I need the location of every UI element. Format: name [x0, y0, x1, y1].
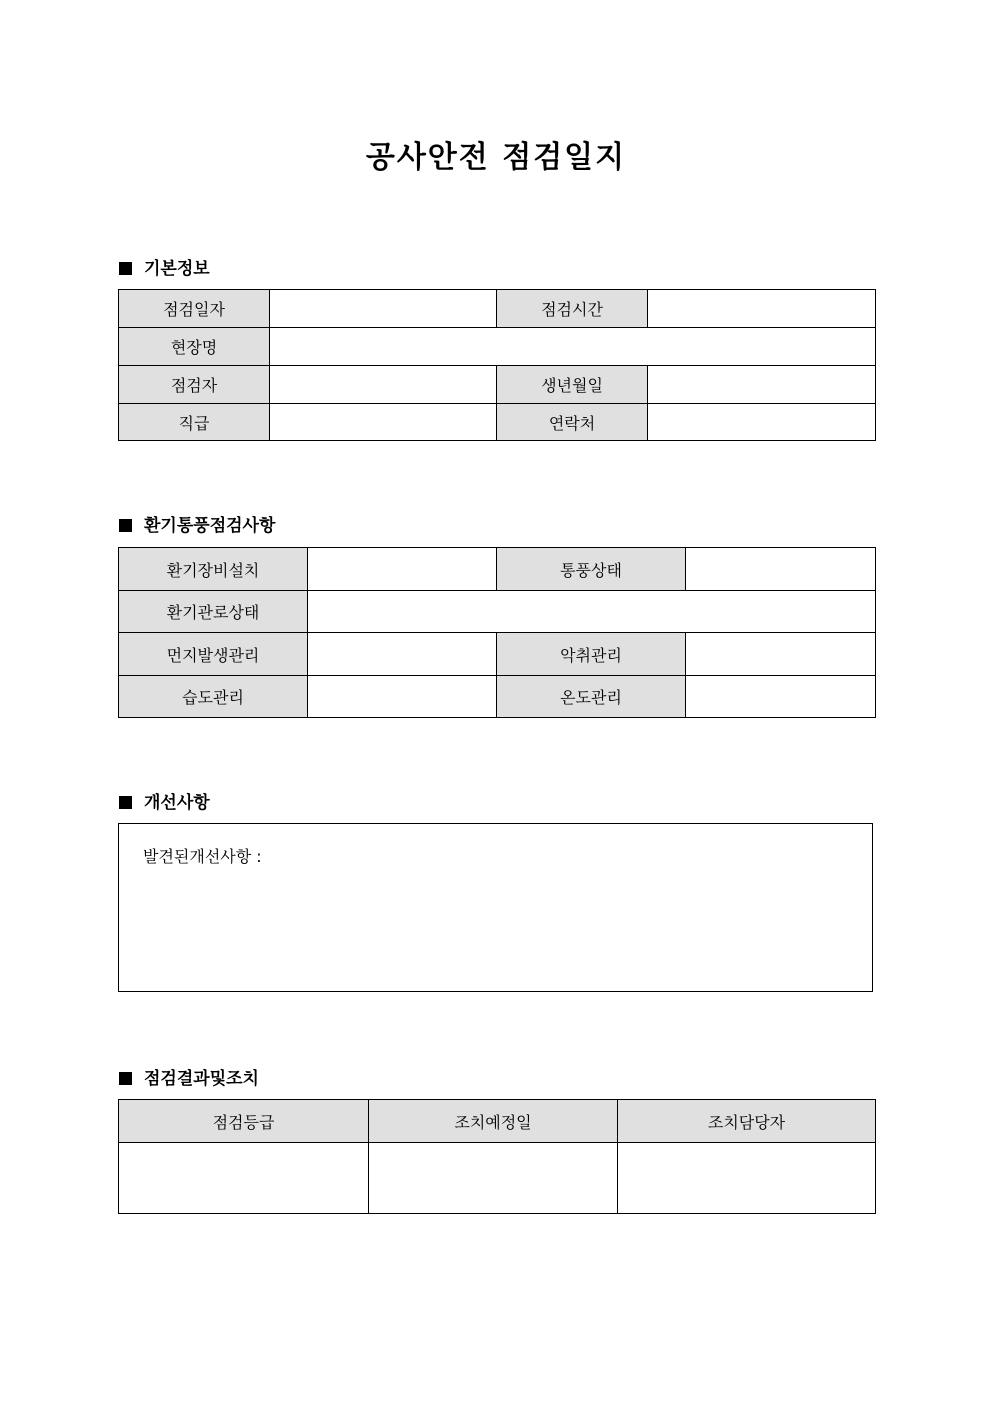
- table-row: [119, 328, 876, 366]
- equipment-label: 환기장비설치: [119, 548, 308, 591]
- result-table: [118, 1099, 876, 1214]
- square-bullet-icon: [119, 519, 132, 532]
- table-row: [119, 591, 876, 633]
- scheduled-date-header: 조치예정일: [369, 1100, 618, 1143]
- odor-label: 악취관리: [497, 633, 686, 676]
- inspection-time-label: 점검시간: [497, 290, 648, 328]
- inspector-field[interactable]: [270, 366, 497, 404]
- section-ventilation-heading: [119, 511, 275, 536]
- equipment-field[interactable]: [308, 548, 497, 591]
- square-bullet-icon: [119, 1072, 132, 1085]
- birth-date-field[interactable]: [648, 366, 876, 404]
- temperature-field[interactable]: [686, 676, 876, 718]
- site-name-label: 현장명: [119, 328, 270, 366]
- table-row: [119, 290, 876, 328]
- inspection-time-field[interactable]: [648, 290, 876, 328]
- dust-field[interactable]: [308, 633, 497, 676]
- section-result-label: 점검결과및조치: [144, 1069, 259, 1089]
- improvement-textarea[interactable]: [118, 823, 873, 992]
- contact-label: 연락처: [497, 404, 648, 441]
- airflow-field[interactable]: [686, 548, 876, 591]
- section-basic-label: 기본정보: [144, 259, 210, 279]
- basic-info-table: [118, 289, 876, 441]
- site-name-field[interactable]: [270, 328, 876, 366]
- inspector-label: 점검자: [119, 366, 270, 404]
- inspection-date-field[interactable]: [270, 290, 497, 328]
- improvement-note-label: 발견된개선사항 :: [143, 847, 262, 866]
- contact-field[interactable]: [648, 404, 876, 441]
- page-title: 공사안전 점검일지: [365, 140, 627, 175]
- table-row: [119, 1143, 876, 1214]
- grade-field[interactable]: [119, 1143, 369, 1214]
- section-result-heading: [119, 1064, 259, 1089]
- odor-field[interactable]: [686, 633, 876, 676]
- duct-label: 환기관로상태: [119, 591, 308, 633]
- inspection-date-label: 점검일자: [119, 290, 270, 328]
- section-basic-heading: [119, 254, 210, 279]
- position-field[interactable]: [270, 404, 497, 441]
- ventilation-table: [118, 547, 876, 718]
- duct-field[interactable]: [308, 591, 876, 633]
- section-improvement-heading: [119, 788, 210, 813]
- airflow-label: 통풍상태: [497, 548, 686, 591]
- square-bullet-icon: [119, 262, 132, 275]
- table-row: [119, 1100, 876, 1143]
- square-bullet-icon: [119, 796, 132, 809]
- table-row: [119, 633, 876, 676]
- temperature-label: 온도관리: [497, 676, 686, 718]
- table-row: [119, 404, 876, 441]
- person-in-charge-field[interactable]: [618, 1143, 876, 1214]
- birth-date-label: 생년월일: [497, 366, 648, 404]
- position-label: 직급: [119, 404, 270, 441]
- section-improvement-label: 개선사항: [144, 793, 210, 813]
- scheduled-date-field[interactable]: [369, 1143, 618, 1214]
- dust-label: 먼지발생관리: [119, 633, 308, 676]
- humidity-field[interactable]: [308, 676, 497, 718]
- table-row: [119, 676, 876, 718]
- humidity-label: 습도관리: [119, 676, 308, 718]
- person-in-charge-header: 조치담당자: [618, 1100, 876, 1143]
- section-ventilation-label: 환기통풍점검사항: [144, 516, 276, 536]
- grade-header: 점검등급: [119, 1100, 369, 1143]
- table-row: [119, 366, 876, 404]
- table-row: [119, 548, 876, 591]
